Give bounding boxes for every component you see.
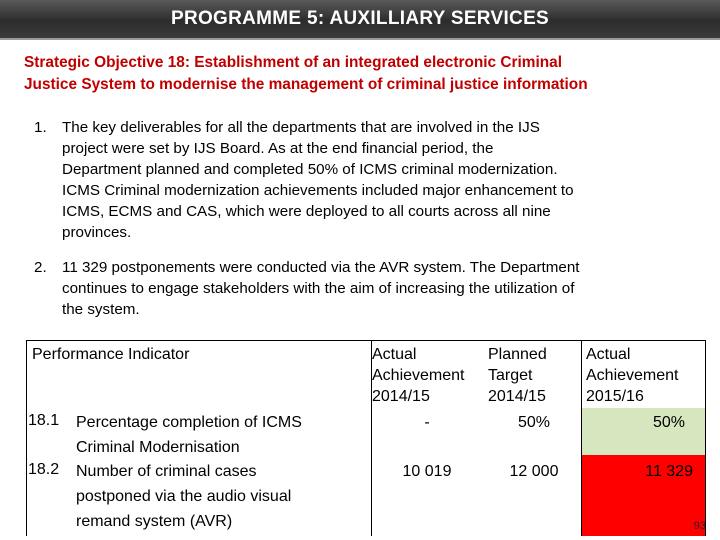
header-performance-indicator: Performance Indicator xyxy=(32,346,190,363)
column-divider xyxy=(581,340,582,536)
table-border xyxy=(705,340,706,536)
header-line: Achievement xyxy=(372,367,465,384)
indicator-line: Criminal Modernisation xyxy=(76,439,240,456)
bullet-list xyxy=(34,117,694,320)
indicator-line: Number of criminal cases xyxy=(76,463,257,480)
header-line: 2014/15 xyxy=(372,388,430,405)
row-actual-2014-15: 10 019 xyxy=(402,463,452,480)
bullet-line: the system. xyxy=(62,301,140,318)
row-number: 18.2 xyxy=(28,461,60,478)
row-planned-2014-15: 12 000 xyxy=(509,463,559,480)
bullet-number: 1. xyxy=(34,119,47,136)
bullet-line: continues to engage stakeholders with the aim of increasing the utilization of xyxy=(62,280,575,297)
bullet-item-1 xyxy=(34,117,694,243)
performance-table xyxy=(26,340,706,536)
bullet-number: 2. xyxy=(34,259,47,276)
bullet-line: The key deliverables for all the departments that are involved in the IJS xyxy=(62,119,540,136)
row-actual-2015-16: 11 329 xyxy=(645,463,693,480)
indicator-line: remand system (AVR) xyxy=(76,513,233,530)
slide-header xyxy=(0,0,720,40)
table-border xyxy=(26,340,27,536)
bullet-line: Department planned and completed 50% of ICMS criminal modernization. xyxy=(62,161,558,178)
header-line: Actual xyxy=(586,346,631,363)
header-line: Achievement xyxy=(586,367,679,384)
page-number: 93 xyxy=(693,520,706,532)
row-number: 18.1 xyxy=(28,412,60,429)
row-actual-2014-15: - xyxy=(424,414,430,431)
header-actual-2015-16 xyxy=(586,344,704,407)
row-planned-2014-15: 50% xyxy=(517,414,551,431)
slide-title: PROGRAMME 5: AUXILLIARY SERVICES xyxy=(170,8,550,29)
header-actual-2014-15 xyxy=(372,344,482,407)
table-border xyxy=(26,340,706,341)
objective-line-2: Justice System to modernise the management of criminal justice information xyxy=(24,76,588,93)
header-line: Actual xyxy=(372,346,417,363)
objective-line-1: Strategic Objective 18: Establishment of an integrated electronic Criminal xyxy=(24,54,562,71)
row-actual-2015-16: 50% xyxy=(652,414,685,431)
bullet-line: 11 329 postponements were conducted via the AVR system. The Department xyxy=(62,259,580,276)
indicator-line: postponed via the audio visual xyxy=(76,488,292,505)
row-indicator xyxy=(76,459,366,534)
bullet-item-2 xyxy=(34,257,694,320)
bullet-line: project were set by IJS Board. As at the end financial period, the xyxy=(62,140,494,157)
header-planned-2014-15 xyxy=(488,344,580,407)
indicator-line: Percentage completion of ICMS xyxy=(76,414,302,431)
strategic-objective xyxy=(24,52,704,96)
bullet-line: provinces. xyxy=(62,224,132,241)
header-line: Planned xyxy=(488,346,547,363)
bullet-line: ICMS Criminal modernization achievements included major enhancement to xyxy=(62,182,574,199)
header-line: 2015/16 xyxy=(586,388,644,405)
header-line: Target xyxy=(488,367,533,384)
bullet-line: ICMS, ECMS and CAS, which were deployed to all courts across all nine xyxy=(62,203,551,220)
header-line: 2014/15 xyxy=(488,388,546,405)
row-indicator xyxy=(76,410,366,460)
